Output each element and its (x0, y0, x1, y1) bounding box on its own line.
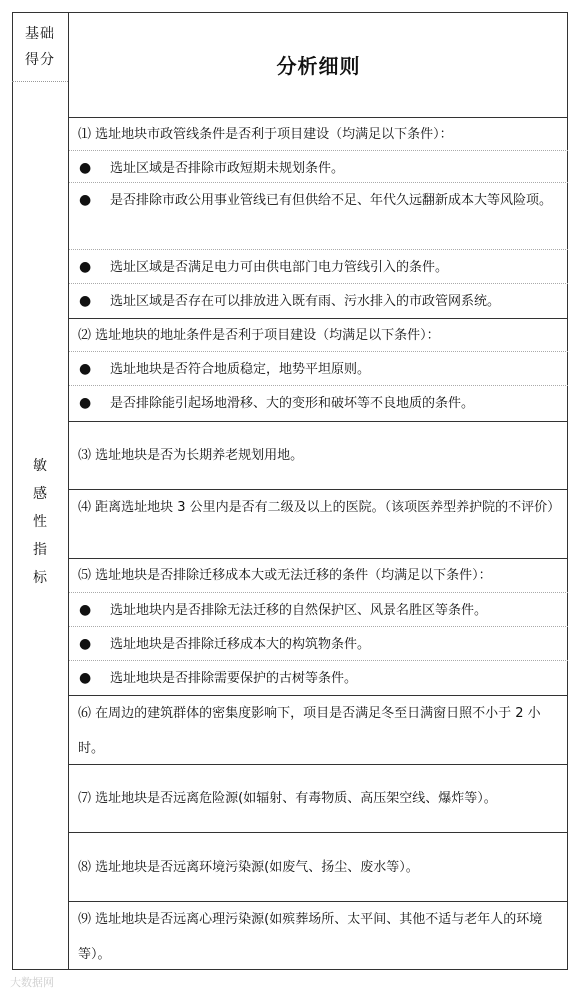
bullet-row (69, 250, 568, 284)
bullet-icon: ● (79, 395, 92, 411)
section-3-text: ⑶ 选址地块是否为长期养老规划用地。 (78, 448, 304, 463)
section-7-row (69, 765, 568, 833)
bullet-row (69, 661, 568, 696)
section-2-text: ⑵ 选址地块的地址条件是否利于项目建设（均满足以下条件）： (78, 328, 440, 343)
page-title: 分析细则 (69, 12, 568, 118)
section-5-heading (69, 559, 568, 593)
bullet-icon: ● (79, 160, 92, 176)
bullet-text: 选址地块是否排除需要保护的古树等条件。 (110, 671, 358, 686)
bullet-icon: ● (79, 636, 92, 652)
bullet-text: 选址区域是否满足电力可由供电部门电力管线引入的条件。 (110, 260, 449, 275)
bullet-row (69, 151, 568, 183)
section-1-heading (69, 118, 568, 151)
section-7-text: ⑺ 选址地块是否远离危险源(如辐射、有毒物质、高压架空线、爆炸等）。 (78, 791, 497, 806)
section-8-text: ⑻ 选址地块是否远离环境污染源(如废气、扬尘、废水等）。 (78, 860, 419, 875)
section-6-text: ⑹ 在周边的建筑群体的密集度影响下，项目是否满足冬至日满窗日照不小于 2 小时。 (78, 706, 541, 756)
section-4-text: ⑷ 距离选址地块 3 公里内是否有二级及以上的医院。（该项医养型养护院的不评价） (78, 500, 561, 515)
bullet-icon: ● (79, 192, 92, 208)
section-1-text: ⑴ 选址地块市政管线条件是否利于项目建设（均满足以下条件）： (78, 127, 453, 142)
dimension-char: 指 (33, 542, 47, 558)
bullet-row (69, 183, 568, 250)
bullet-row (69, 386, 568, 422)
left-column (12, 12, 69, 970)
bullet-row (69, 593, 568, 627)
dimension-char: 感 (33, 486, 47, 502)
base-score-header (12, 12, 68, 82)
bullet-text: 选址区域是否存在可以排放进入既有雨、污水排入的市政管网系统。 (110, 294, 501, 309)
bullet-text: 是否排除能引起场地滑移、大的变形和破坏等不良地质的条件。 (110, 396, 475, 411)
section-5-text: ⑸ 选址地块是否排除迁移成本大或无法迁移的条件（均满足以下条件）： (78, 568, 492, 583)
bullet-icon: ● (79, 259, 92, 275)
dimension-label (12, 452, 68, 592)
bullet-row (69, 627, 568, 661)
section-3-row (69, 422, 568, 490)
bullet-text: 选址地块内是否排除无法迁移的自然保护区、风景名胜区等条件。 (110, 603, 488, 618)
section-2-heading (69, 319, 568, 352)
section-4-row (69, 490, 568, 559)
base-score-line2: 得分 (25, 51, 55, 68)
watermark: 大数据网 (10, 976, 54, 989)
bullet-text: 选址地块是否排除迁移成本大的构筑物条件。 (110, 637, 371, 652)
section-8-row (69, 833, 568, 902)
bullet-text: 选址区域是否排除市政短期未规划条件。 (110, 161, 345, 176)
bullet-row (69, 352, 568, 386)
section-9-row (69, 902, 568, 970)
bullet-icon: ● (79, 602, 92, 618)
dimension-char: 标 (33, 570, 47, 586)
section-6-row (69, 696, 568, 765)
section-9-text: ⑼ 选址地块是否远离心理污染源(如殡葬场所、太平间、其他不适与老年人的环境等）。 (78, 912, 543, 962)
dimension-char: 敏 (33, 458, 47, 474)
bullet-icon: ● (79, 670, 92, 686)
dimension-char: 性 (33, 514, 47, 530)
bullet-text: 选址地块是否符合地质稳定，地势平坦原则。 (110, 362, 371, 377)
bullet-icon: ● (79, 361, 92, 377)
bullet-row (69, 284, 568, 319)
bullet-text: 是否排除市政公用事业管线已有但供给不足、年代久远翻新成本大等风险项。 (110, 193, 553, 208)
base-score-line1: 基础 (25, 25, 55, 42)
bullet-icon: ● (79, 293, 92, 309)
